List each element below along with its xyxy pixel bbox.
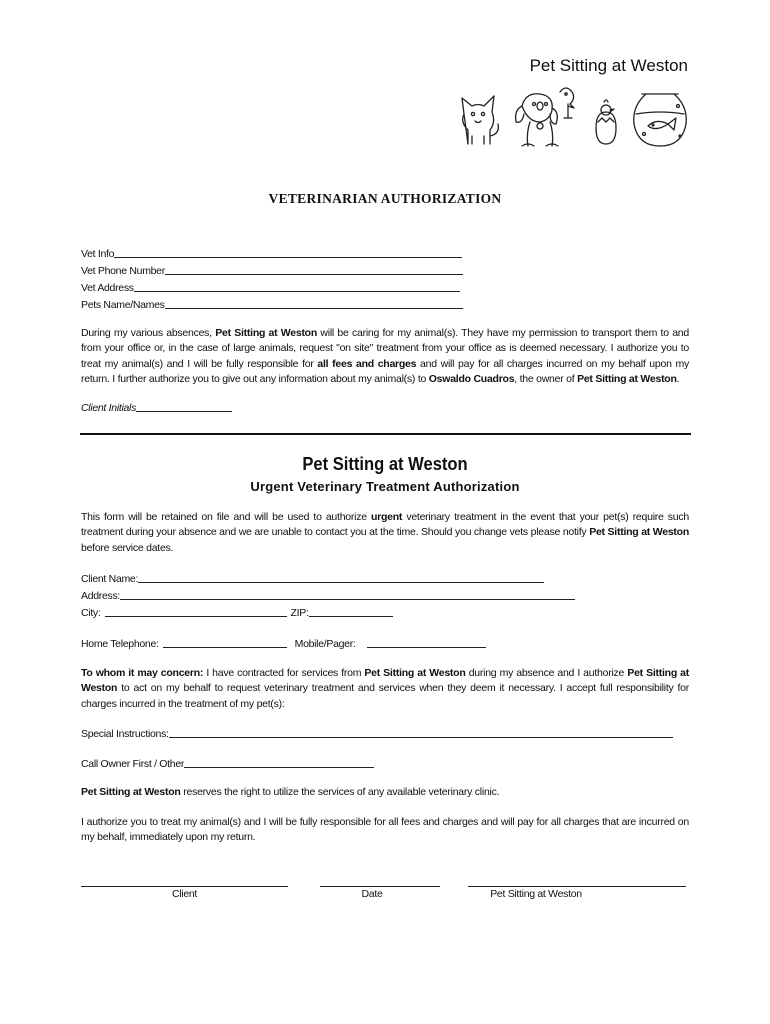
pets-name-field[interactable] [81, 294, 471, 311]
city-zip-field[interactable] [81, 604, 393, 619]
home-telephone-line[interactable] [163, 636, 287, 648]
vet-phone-label: Vet Phone Number [81, 265, 165, 277]
client-signature-label: Client [171, 888, 198, 900]
client-initials-line[interactable] [136, 400, 232, 412]
special-instructions-field[interactable] [81, 725, 673, 740]
company-signature-label: Pet Sitting at Weston [490, 888, 582, 900]
client-signature-line[interactable] [81, 886, 288, 887]
mobile-pager-line[interactable] [367, 636, 486, 648]
pets-name-label: Pets Name/Names [81, 299, 165, 311]
vet-info-field[interactable] [81, 243, 471, 260]
call-owner-line[interactable] [184, 756, 374, 768]
company-signature-line[interactable] [468, 886, 686, 887]
client-name-line[interactable] [138, 571, 544, 583]
date-signature-label: Date [361, 888, 383, 900]
client-initials-field[interactable] [81, 400, 232, 414]
vet-field-list [81, 243, 471, 311]
special-instructions-label: Special Instructions: [81, 728, 169, 740]
vet-info-line[interactable] [114, 246, 462, 258]
urgent-form-title: Pet Sitting at Weston [302, 454, 468, 474]
date-signature-line[interactable] [320, 886, 440, 887]
telephone-field[interactable] [81, 635, 486, 650]
reserves-paragraph: Pet Sitting at Weston reserves the right to utilize the services of any available veterinary clinic. [81, 786, 500, 798]
address-field[interactable] [81, 587, 575, 602]
client-initials-label: Client Initials [81, 402, 137, 414]
brand-title: Pet Sitting at Weston [529, 56, 688, 75]
vet-address-line[interactable] [134, 280, 460, 292]
vet-info-label: Vet Info [81, 248, 115, 260]
pets-illustration-icon [456, 84, 690, 150]
zip-line[interactable] [309, 605, 393, 617]
address-line[interactable] [120, 588, 575, 600]
vet-address-field[interactable] [81, 277, 471, 294]
vet-authorization-title: VETERINARIAN AUTHORIZATION [268, 191, 502, 206]
city-label: City: [81, 607, 101, 619]
special-instructions-line[interactable] [169, 726, 673, 738]
authorize-paragraph: I authorize you to treat my animal(s) and I will be fully responsible for all fees and charges and will pay for all charges that are incurred on my behalf, immediately upon my return. [81, 816, 689, 844]
call-owner-label: Call Owner First / Other [81, 758, 185, 770]
call-owner-field[interactable] [81, 755, 374, 770]
urgent-form-subtitle: Urgent Veterinary Treatment Authorization [250, 479, 520, 494]
vet-phone-line[interactable] [165, 263, 463, 275]
section-divider [80, 433, 691, 435]
mobile-pager-label: Mobile/Pager: [294, 638, 356, 650]
retention-paragraph: This form will be retained on file and will be used to authorize urgent veterinary treatment in the event that your pet(s) require such treatment during your absence and we are unable to contact you at the time. Should you change vets please notify Pet Sitting at Weston before service dates. [81, 511, 690, 554]
city-line[interactable] [105, 605, 287, 617]
client-name-field[interactable] [81, 570, 544, 585]
authorization-paragraph: During my various absences, Pet Sitting at Weston will be caring for my animal(s). They have my permission to transport them to and from your office or, in the case of large animals, request "on site" treatment from your office as is deemed necessary. I authorize you to treat my animal(s) and I will be fully responsible for all fees and charges and will pay for all charges incurred on my behalf upon my return. I further authorize you to give out any information about my animal(s) to Oswaldo Cuadros, the owner of Pet Sitting at Weston. [81, 327, 689, 385]
zip-label: ZIP: [290, 607, 309, 619]
vet-address-label: Vet Address [81, 282, 134, 294]
client-name-label: Client Name: [81, 573, 139, 585]
home-telephone-label: Home Telephone: [81, 638, 159, 650]
to-whom-paragraph: To whom it may concern: I have contracted for services from Pet Sitting at Weston during my absence and I authorize Pet Sitting at Weston to act on my behalf to request veterinary treatment and services when they deem it necessary. I accept full responsibility for charges incurred in the treatment of my pet(s): [81, 667, 690, 710]
address-label: Address: [81, 590, 121, 602]
vet-phone-field[interactable] [81, 260, 471, 277]
pets-name-line[interactable] [165, 297, 463, 309]
